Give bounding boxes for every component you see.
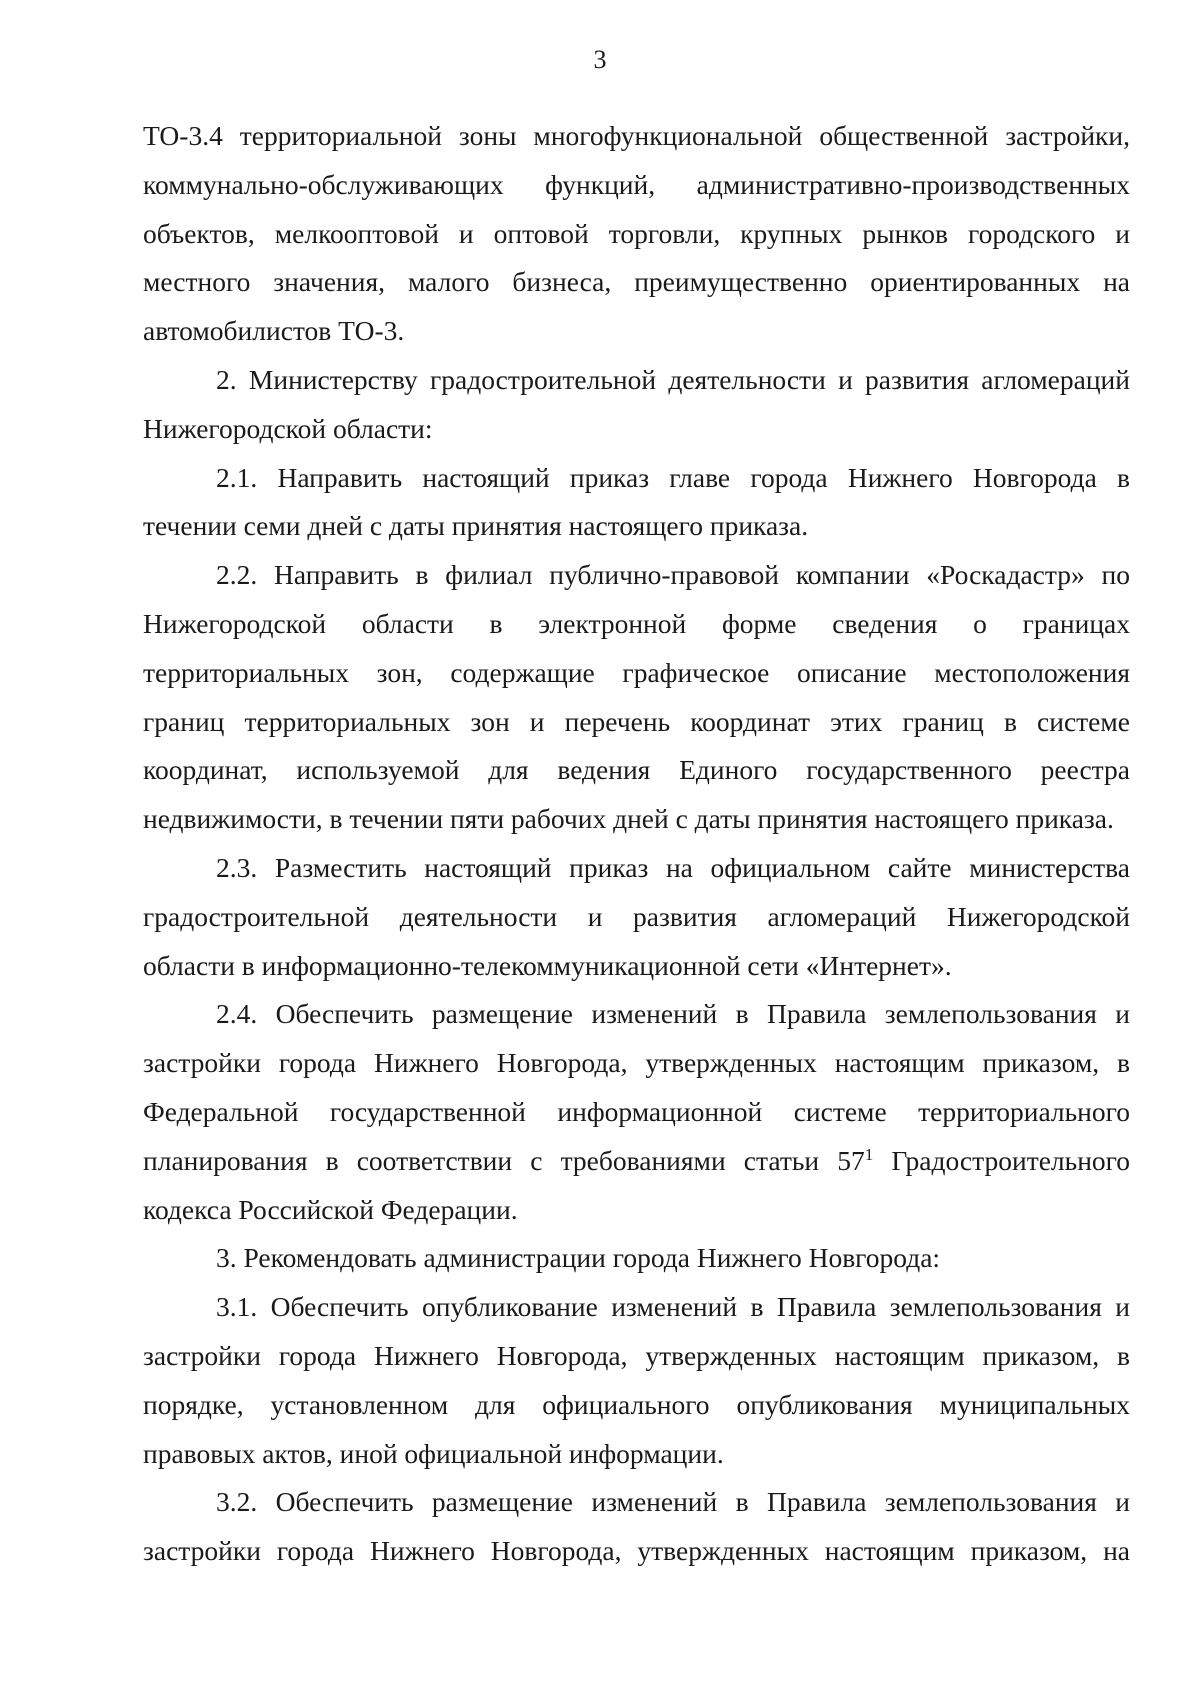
text-line: территориальных зон, содержащие графическое описание местоположения (143, 656, 1130, 688)
text-line: застройки города Нижнего Новгорода, утвержденных настоящим приказом, на (143, 1535, 1130, 1567)
text-line: области в информационно-телекоммуникационной сети «Интернет». (143, 949, 952, 981)
text-line: автомобилистов ТО-3. (143, 315, 405, 347)
text-line (143, 1137, 1130, 1186)
text-line: объектов, мелкооптовой и оптовой торговли, крупных рынков городского и (143, 217, 1130, 249)
text-line: недвижимости, в течении пяти рабочих дней с даты принятия настоящего приказа. (143, 803, 1114, 835)
text-line: течении семи дней с даты принятия настоящего приказа. (143, 510, 809, 542)
text-line: местного значения, малого бизнеса, преимущественно ориентированных на (143, 266, 1130, 298)
text-fragment: планирования в соответствии с требованиями статьи 57 (143, 1144, 865, 1176)
paragraph-3-1 (143, 1283, 1130, 1478)
text-line: 3. Рекомендовать администрации города Нижнего Новгорода: (216, 1242, 941, 1274)
paragraph-2-4 (143, 990, 1130, 1234)
superscript: 1 (864, 1144, 874, 1164)
text-line: 2.3. Разместить настоящий приказ на официальном сайте министерства (216, 851, 1130, 883)
text-line: градостроительной деятельности и развития агломераций Нижегородской (143, 900, 1130, 932)
paragraph-2-3 (143, 844, 1130, 990)
paragraph-2-ministry (143, 356, 1130, 454)
text-line: ТО-3.4 территориальной зоны многофункциональной общественной застройки, (143, 120, 1130, 151)
text-line: порядке, установленном для официального опубликования муниципальных (143, 1388, 1130, 1420)
text-line: координат, используемой для ведения Единого государственного реестра (143, 754, 1130, 786)
page-number: 3 (593, 45, 607, 74)
text-line: 2.1. Направить настоящий приказ главе города Нижнего Новгорода в (216, 461, 1130, 493)
text-fragment: Градостроительного (873, 1144, 1131, 1176)
paragraph-3-recommend (143, 1234, 1130, 1283)
text-line: 2. Министерству градостроительной деятельности и развития агломераций (216, 363, 1130, 395)
text-line: застройки города Нижнего Новгорода, утвержденных настоящим приказом, в (143, 1339, 1130, 1371)
text-line: 2.4. Обеспечить размещение изменений в Правила землепользования и (216, 998, 1130, 1030)
text-line: 3.2. Обеспечить размещение изменений в Правила землепользования и (216, 1486, 1130, 1518)
text-line: застройки города Нижнего Новгорода, утвержденных настоящим приказом, в (143, 1047, 1130, 1079)
text-line: 3.1. Обеспечить опубликование изменений в Правила землепользования и (216, 1291, 1130, 1323)
text-line: Федеральной государственной информационной системе территориального (143, 1095, 1130, 1127)
paragraph-2-2 (143, 551, 1130, 844)
text-line: коммунально-обслуживающих функций, административно-производственных (143, 168, 1130, 200)
paragraph-3-2 (143, 1478, 1130, 1576)
text-line: 2.2. Направить в филиал публично-правовой компании «Роскадастр» по (216, 559, 1130, 591)
text-line: кодекса Российской Федерации. (143, 1193, 518, 1225)
paragraph-2-1 (143, 454, 1130, 552)
text-line: Нижегородской области в электронной форме сведения о границах (143, 607, 1130, 639)
text-line: правовых актов, иной официальной информации. (143, 1437, 724, 1469)
text-line: Нижегородской области: (143, 412, 433, 444)
document-body (143, 112, 1130, 1576)
text-line: границ территориальных зон и перечень координат этих границ в системе (143, 705, 1130, 737)
paragraph-to-3-4-zone (143, 112, 1130, 356)
